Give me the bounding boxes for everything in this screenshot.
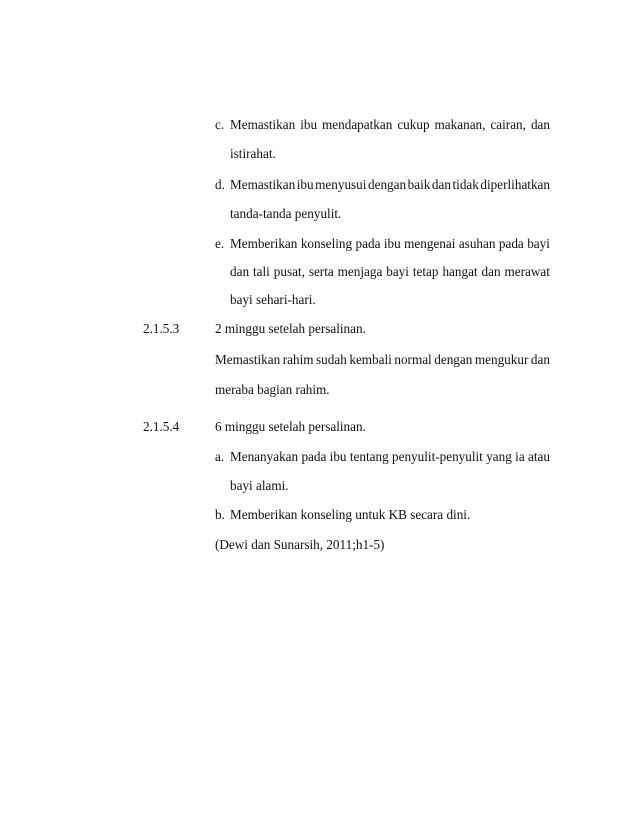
section-heading-2154: 6 minggu setelah persalinan.: [215, 419, 366, 434]
item-e-line3: bayi sehari-hari.: [230, 292, 316, 307]
list-marker-e: e.: [215, 236, 225, 251]
section-2153-para-line1: Memastikan rahim sudah kembali normal dengan mengukur dan: [215, 352, 550, 367]
list-marker-c: c.: [215, 117, 225, 132]
item-c-line1: Memastikan ibu mendapatkan cukup makanan, cairan, dan: [230, 117, 550, 132]
section-heading-2153: 2 minggu setelah persalinan.: [215, 321, 366, 336]
item-e-line1: Memberikan konseling pada ibu mengenai asuhan pada bayi: [230, 236, 550, 251]
item-a-line2: bayi alami.: [230, 478, 289, 493]
citation: (Dewi dan Sunarsih, 2011;h1-5): [215, 537, 385, 552]
section-number-2154: 2.1.5.4: [143, 419, 180, 434]
list-marker-d: d.: [215, 177, 225, 192]
item-c-line2: istirahat.: [230, 146, 276, 161]
section-2153-para-line2: meraba bagian rahim.: [215, 382, 330, 397]
item-e-line2: dan tali pusat, serta menjaga bayi tetap hangat dan merawat: [230, 264, 550, 279]
list-marker-b: b.: [215, 507, 225, 522]
item-d-line1: Memastikan ibu menyusui dengan baik dan tidak diperlihatkan: [230, 177, 550, 192]
list-marker-a: a.: [215, 449, 225, 464]
item-a-line1: Menanyakan pada ibu tentang penyulit-penyulit yang ia atau: [230, 449, 550, 464]
item-b-line1: Memberikan konseling untuk KB secara dini.: [230, 507, 471, 522]
item-d-line2: tanda-tanda penyulit.: [230, 206, 342, 221]
section-number-2153: 2.1.5.3: [143, 321, 180, 336]
